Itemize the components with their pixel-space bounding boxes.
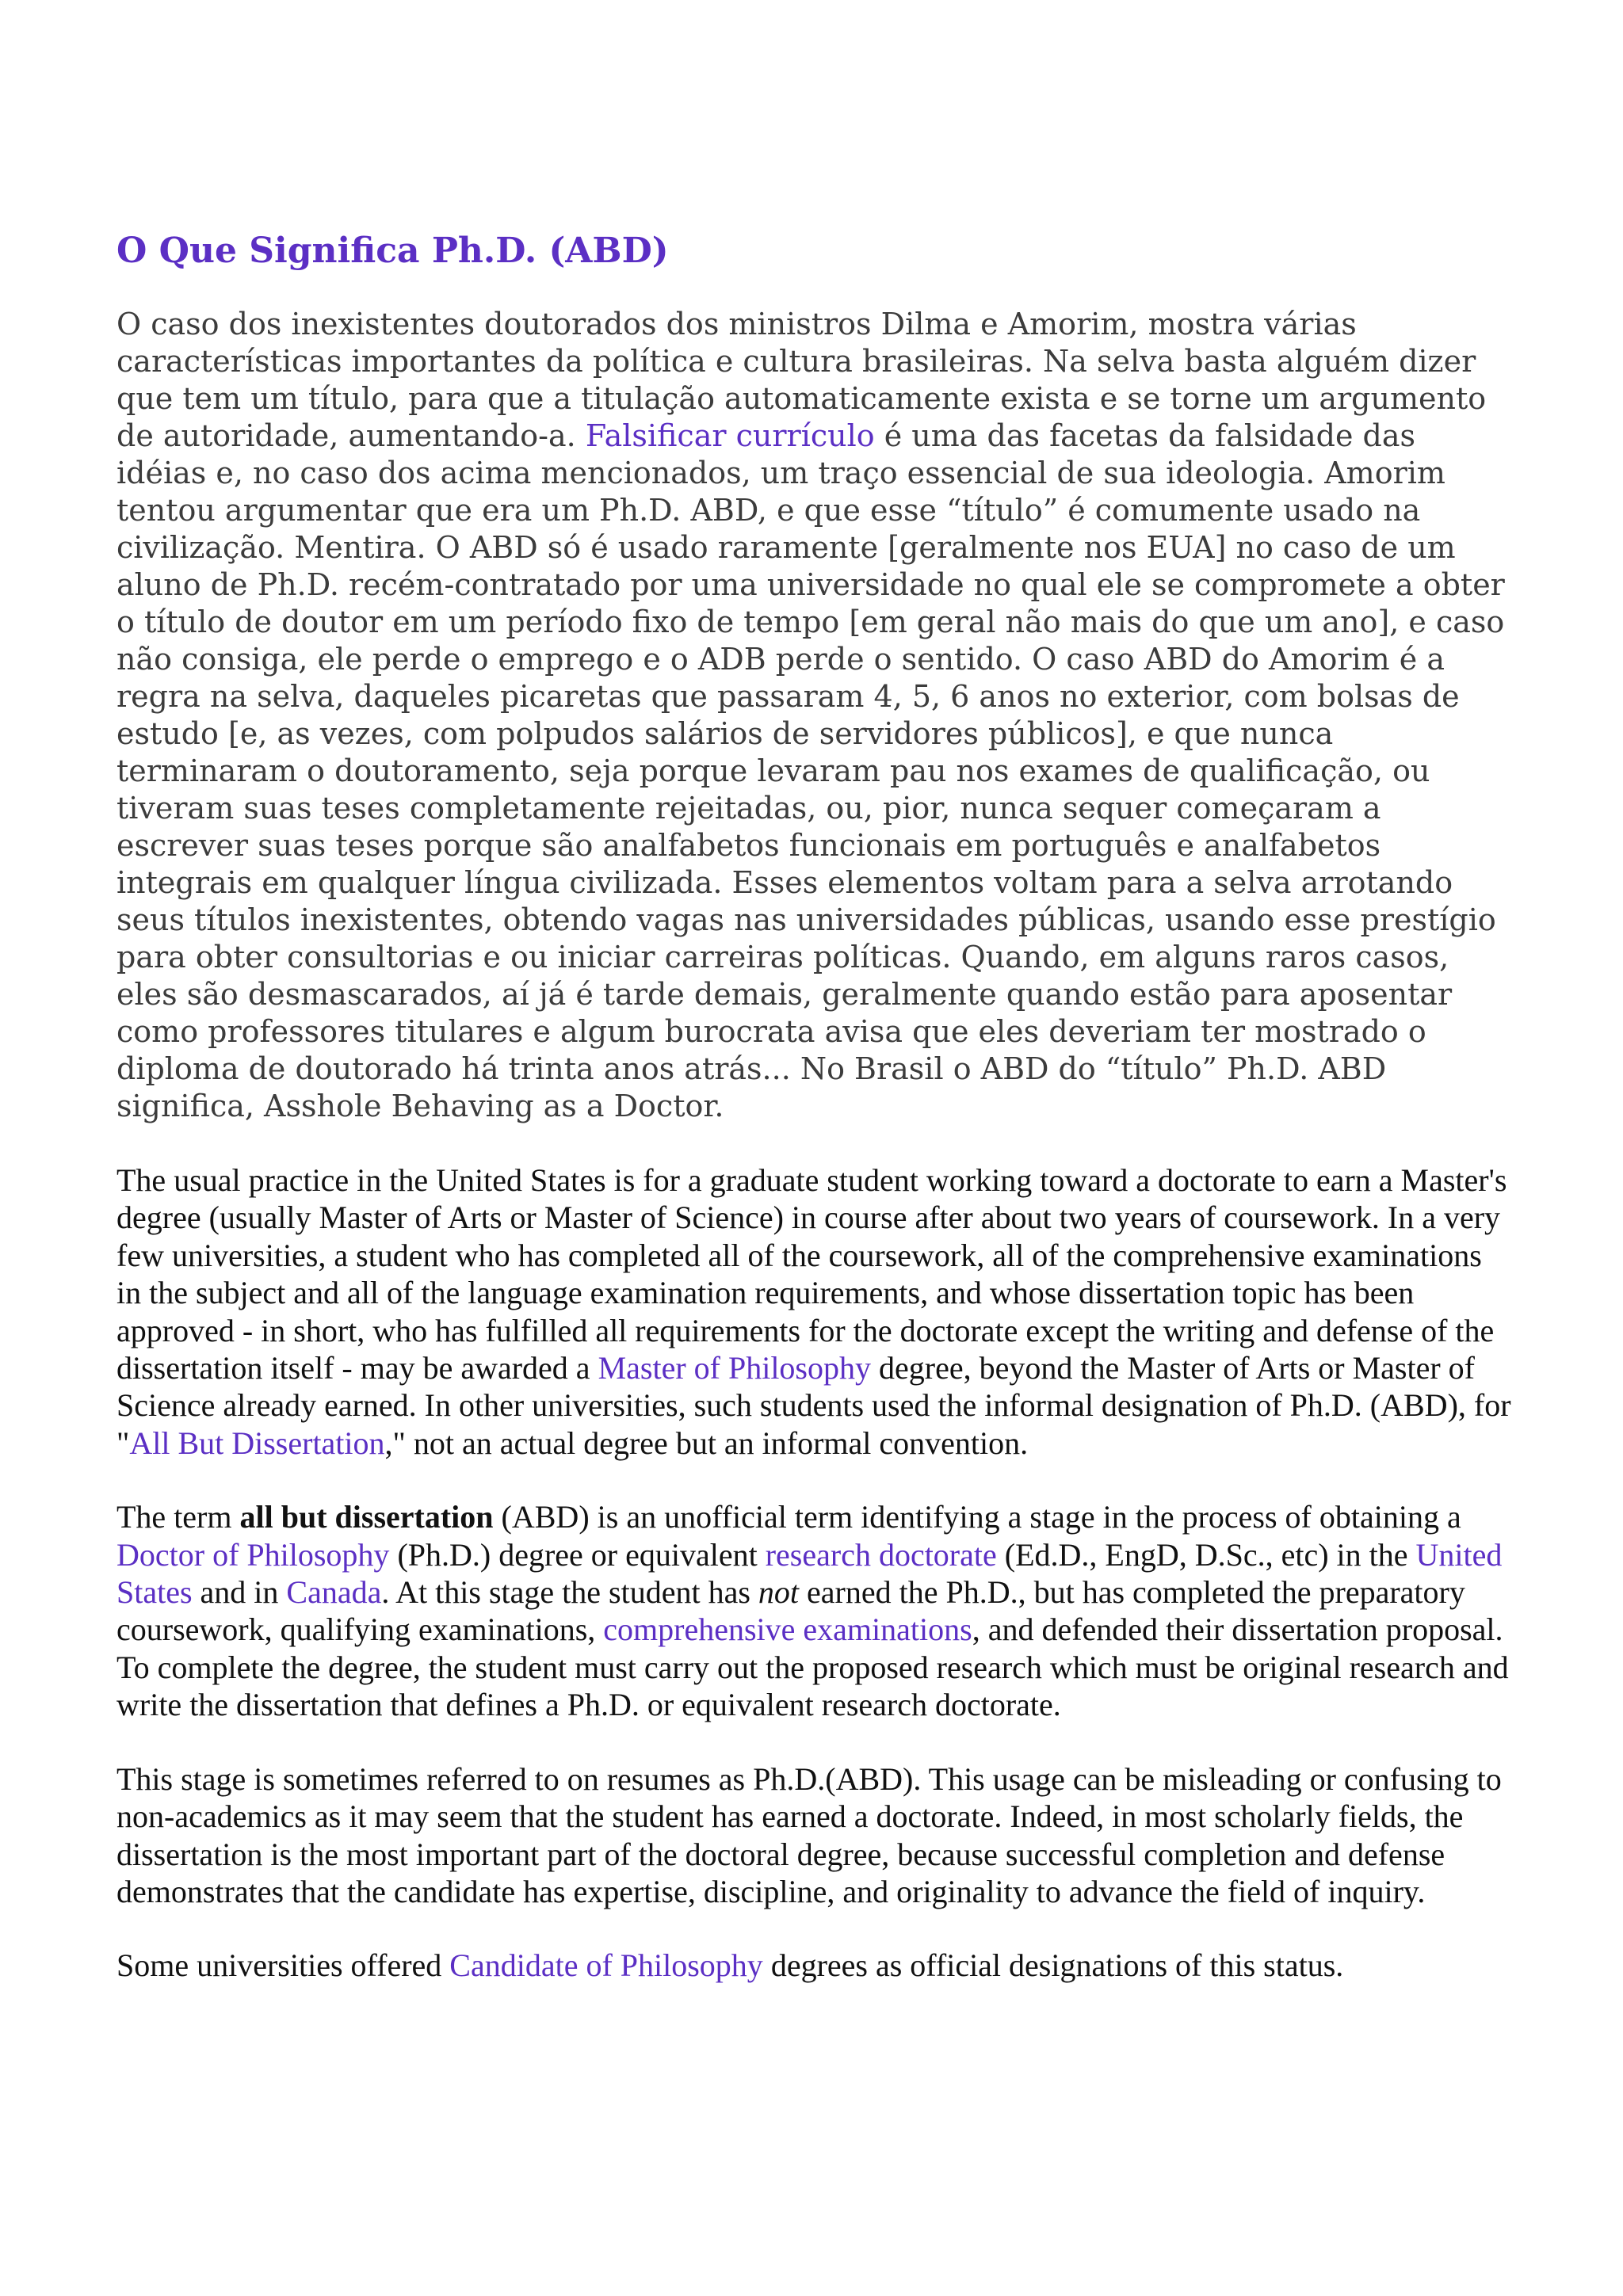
link-all-but-dissertation[interactable]: All But Dissertation <box>129 1425 385 1461</box>
text-run: degrees as official designations of this status. <box>762 1947 1344 1984</box>
text-run: (Ed.D., EngD, D.Sc., etc) in the <box>996 1536 1416 1573</box>
text-run: degree, beyond the Master of Arts or Master of Science already earned. In other universities, such students used the informal designation of Ph.D. (ABD), for " <box>116 1350 1511 1461</box>
link-falsificar-curriculo[interactable]: Falsificar currículo <box>585 418 875 453</box>
paragraph-usual-practice <box>116 1161 1511 1462</box>
text-run: , and defended their dissertation proposal. To complete the degree, the student must carry out the proposed research which must be original research and write the dissertation that defines a Ph.D. or equivalent research doctorate. <box>116 1611 1509 1723</box>
bold-term: all but dissertation <box>239 1499 494 1535</box>
text-run: (Ph.D.) degree or equivalent <box>389 1536 766 1573</box>
text-run: O caso dos inexistentes doutorados dos ministros Dilma e Amorim, mostra várias características importantes da política e cultura brasileiras. Na selva basta alguém dizer que tem um título, para que a titulação automaticamente exista e se torne um argumento de autoridade, aumentando-a. <box>116 307 1487 453</box>
text-run: Some universities offered <box>116 1947 450 1984</box>
paragraph-abd-term <box>116 1498 1511 1723</box>
link-research-doctorate[interactable]: research doctorate <box>765 1536 997 1573</box>
link-comprehensive-examinations[interactable]: comprehensive examinations <box>603 1611 972 1648</box>
text-run: earned the Ph.D., but has completed the preparatory coursework, qualifying examinations, <box>116 1574 1465 1648</box>
link-master-of-philosophy[interactable]: Master of Philosophy <box>598 1350 871 1386</box>
text-run: . At this stage the student has <box>381 1574 758 1611</box>
link-doctor-of-philosophy[interactable]: Doctor of Philosophy <box>116 1536 390 1573</box>
text-run: and in <box>192 1574 287 1611</box>
text-run: (ABD) is an unofficial term identifying a stage in the process of obtaining a <box>493 1499 1461 1535</box>
text-run: This stage is sometimes referred to on resumes as Ph.D.(ABD). This usage can be misleading or confusing to non-academics as it may seem that the student has earned a doctorate. Indeed, in most scholarly fields, the dissertation is the most important part of the doctoral degree, because successful completion and defense demonstrates that the candidate has expertise, discipline, and originality to advance the field of inquiry. <box>116 1760 1502 1909</box>
text-run: The term <box>116 1499 240 1535</box>
paragraph-candidate <box>116 1947 1511 1984</box>
link-united-states[interactable]: United States <box>116 1536 1503 1611</box>
link-candidate-of-philosophy[interactable]: Candidate of Philosophy <box>449 1947 763 1984</box>
text-run: é uma das facetas da falsidade das idéias e, no caso dos acima mencionados, um traço essencial de sua ideologia. Amorim tentou argumentar que era um Ph.D. ABD, e que esse “título” é comumente usado na civilização. Mentira. O ABD só é usado raramente [geralmente nos EUA] no caso de um aluno de Ph.D. recém-contratado por uma universidade no qual ele se compromete a obter o título de doutor em um período fixo de tempo [em geral não mais do que um ano], e caso não consiga, ele perde o emprego e o ADB perde o sentido. O caso ABD do Amorim é a regra na selva, daqueles picaretas que passaram 4, 5, 6 anos no exterior, com bolsas de estudo [e, as vezes, com polpudos salários de servidores públicos], e que nunca terminaram o doutoramento, seja porque levaram pau nos exames de qualificação, ou tiveram suas teses completamente rejeitadas, ou, pior, nunca sequer começaram a escrever suas teses porque são analfabetos funcionais em português e analfabetos integrais em qualquer língua civilizada. Esses elementos voltam para a selva arrotando seus títulos inexistentes, obtendo vagas nas universidades públicas, usando esse prestígio para obter consultorias e ou iniciar carreiras políticas. Quando, em alguns raros casos, eles são desmascarados, aí já é tarde demais, geralmente quando estão para aposentar como professores titulares e algum burocrata avisa que eles deveriam ter mostrado o diploma de doutorado há trinta anos atrás... No Brasil o ABD do “título” Ph.D. ABD significa, Asshole Behaving as a Doctor. <box>116 418 1505 1123</box>
text-run: ," not an actual degree but an informal convention. <box>384 1425 1029 1461</box>
link-canada[interactable]: Canada <box>286 1574 382 1611</box>
paragraph-portuguese <box>116 306 1511 1125</box>
text-run: The usual practice in the United States is for a graduate student working toward a doctorate to earn a Master's degree (usually Master of Arts or Master of Science) in course after about two years of coursework. In a very few universities, a student who has completed all of the coursework, all of the comprehensive examinations in the subject and all of the language examination requirements, and whose dissertation topic has been approved - in short, who has fulfilled all requirements for the doctorate except the writing and defense of the dissertation itself - may be awarded a <box>116 1162 1507 1386</box>
article <box>116 223 1511 2021</box>
paragraph-resume-usage <box>116 1760 1511 1911</box>
italic-not: not <box>758 1574 800 1611</box>
page-title: O Que Significa Ph.D. (ABD) <box>116 231 669 271</box>
